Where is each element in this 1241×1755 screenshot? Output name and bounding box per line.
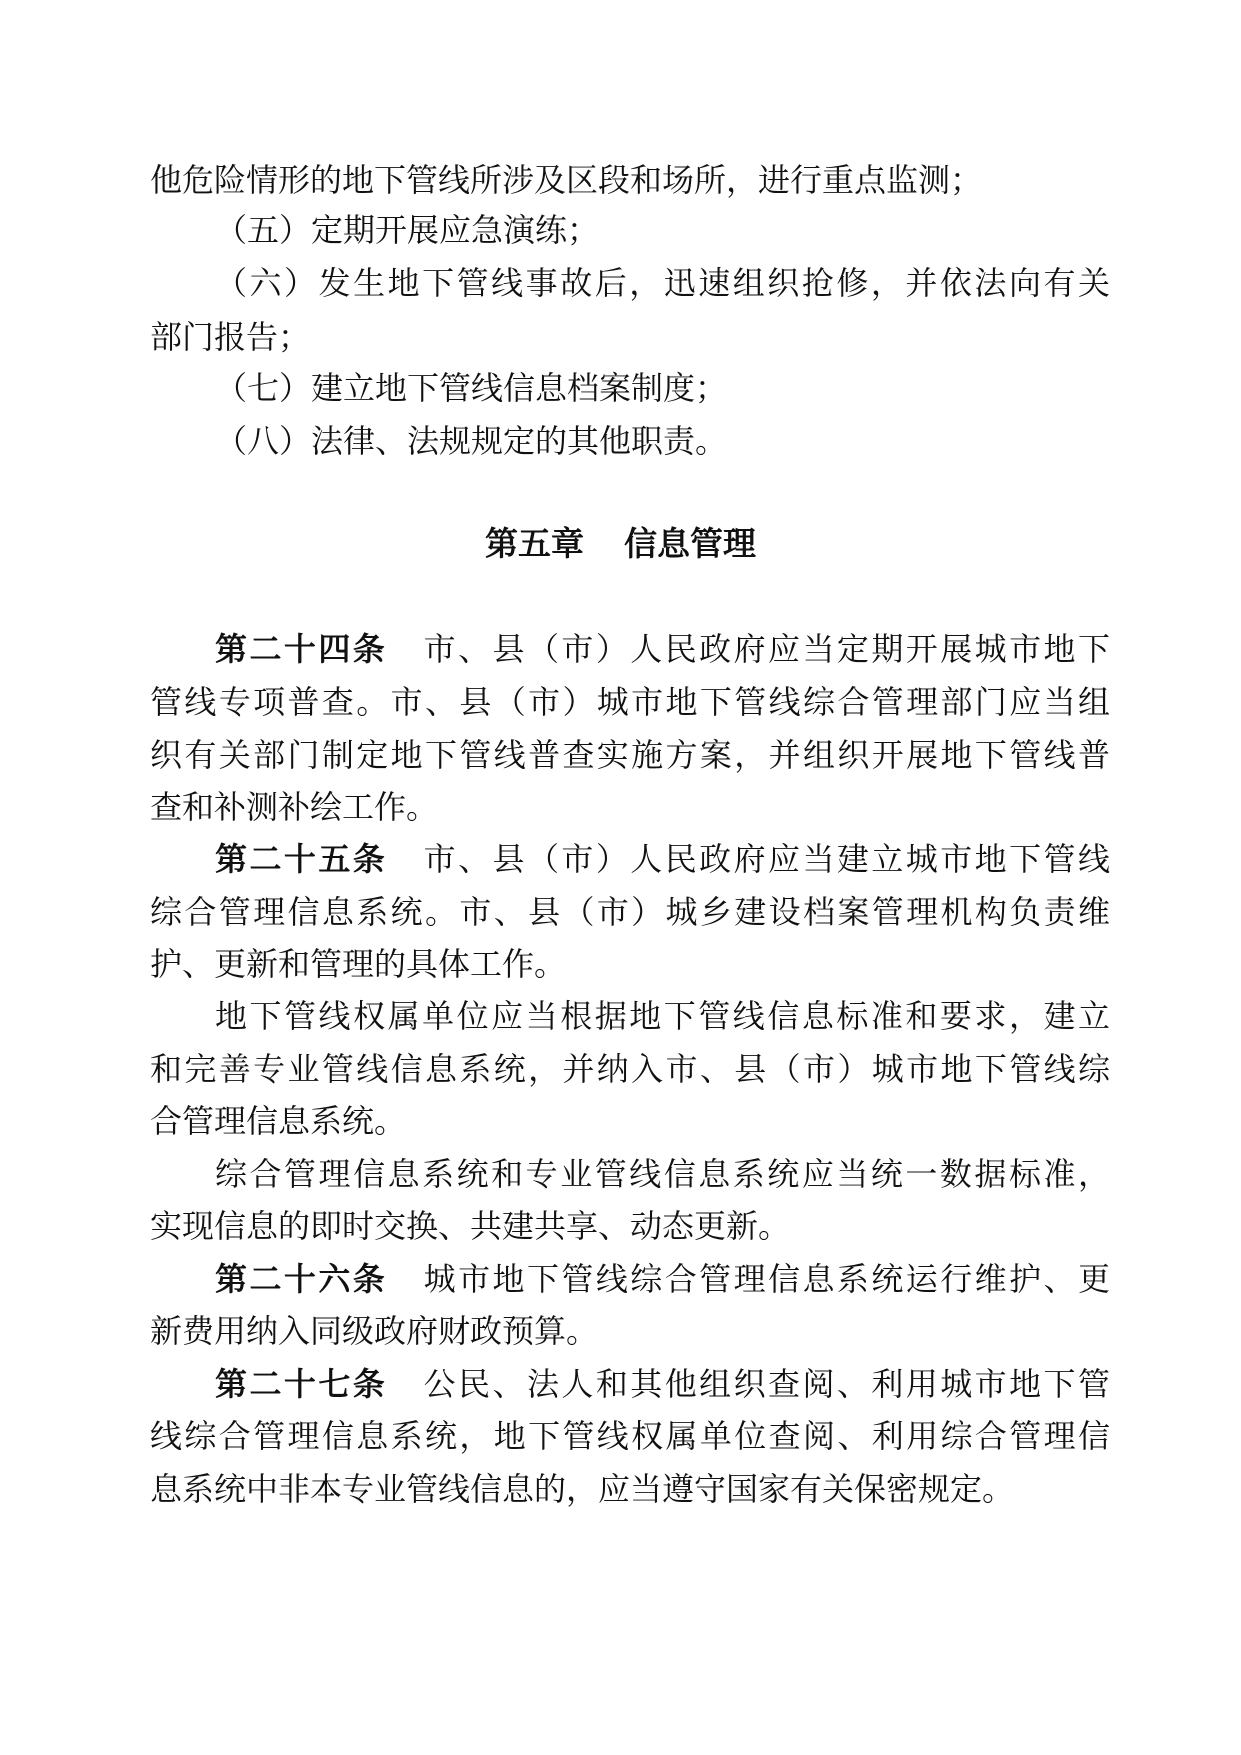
article-27-heading: 第二十七条 xyxy=(215,1365,388,1403)
chapter-heading xyxy=(0,524,1241,564)
article-26-line-2: 新费用纳入同级政府财政预算。 xyxy=(150,1312,599,1350)
article-25-para-3-line-1: 综合管理信息系统和专业管线信息系统应当统一数据标准， xyxy=(215,1155,1110,1193)
article-24-line-2: 管线专项普查。市、县（市）城市地下管线综合管理部门应当组 xyxy=(150,683,1110,721)
article-25-para-3-line-2: 实现信息的即时交换、共建共享、动态更新。 xyxy=(150,1207,791,1245)
chapter-title: 信息管理 xyxy=(624,524,756,563)
article-25-para-2-line-1: 地下管线权属单位应当根据地下管线信息标准和要求，建立 xyxy=(215,997,1110,1035)
article-24-line-4: 查和补测补绘工作。 xyxy=(150,788,439,826)
article-25-para-2-line-2: 和完善专业管线信息系统，并纳入市、县（市）城市地下管线综 xyxy=(150,1050,1110,1088)
article-26-text: 城市地下管线综合管理信息系统运行维护、更 xyxy=(421,1260,1110,1298)
text-line: 他危险情形的地下管线所涉及区段和场所，进行重点监测； xyxy=(150,161,983,199)
list-item-5: （五）定期开展应急演练； xyxy=(215,211,600,249)
article-24-text: 市、县（市）人民政府应当定期开展城市地下 xyxy=(421,630,1110,668)
article-24-line-1 xyxy=(215,629,1110,669)
article-25-text: 市、县（市）人民政府应当建立城市地下管线 xyxy=(421,840,1110,878)
article-27-line-2: 线综合管理信息系统，地下管线权属单位查阅、利用综合管理信 xyxy=(150,1417,1110,1455)
article-26-heading: 第二十六条 xyxy=(215,1260,388,1298)
list-item-8: （八）法律、法规规定的其他职责。 xyxy=(215,422,728,460)
list-item-6-continued: 部门报告； xyxy=(150,318,311,356)
article-25-line-2: 综合管理信息系统。市、县（市）城乡建设档案管理机构负责维 xyxy=(150,893,1110,931)
article-25-para-2-line-3: 合管理信息系统。 xyxy=(150,1102,407,1140)
article-27-text: 公民、法人和其他组织查阅、利用城市地下管 xyxy=(421,1365,1110,1403)
article-25-line-1 xyxy=(215,839,1110,879)
article-24-heading: 第二十四条 xyxy=(215,630,388,668)
article-24-line-3: 织有关部门制定地下管线普查实施方案，并组织开展地下管线普 xyxy=(150,736,1110,774)
list-item-6: （六）发生地下管线事故后，迅速组织抢修，并依法向有关 xyxy=(215,264,1110,302)
article-26-line-1 xyxy=(215,1259,1110,1299)
article-25-heading: 第二十五条 xyxy=(215,840,388,878)
list-item-7: （七）建立地下管线信息档案制度； xyxy=(215,369,728,407)
chapter-number: 第五章 xyxy=(485,524,584,563)
article-27-line-1 xyxy=(215,1364,1110,1404)
article-25-line-3: 护、更新和管理的具体工作。 xyxy=(150,945,567,983)
article-27-line-3: 息系统中非本专业管线信息的，应当遵守国家有关保密规定。 xyxy=(150,1470,1015,1508)
